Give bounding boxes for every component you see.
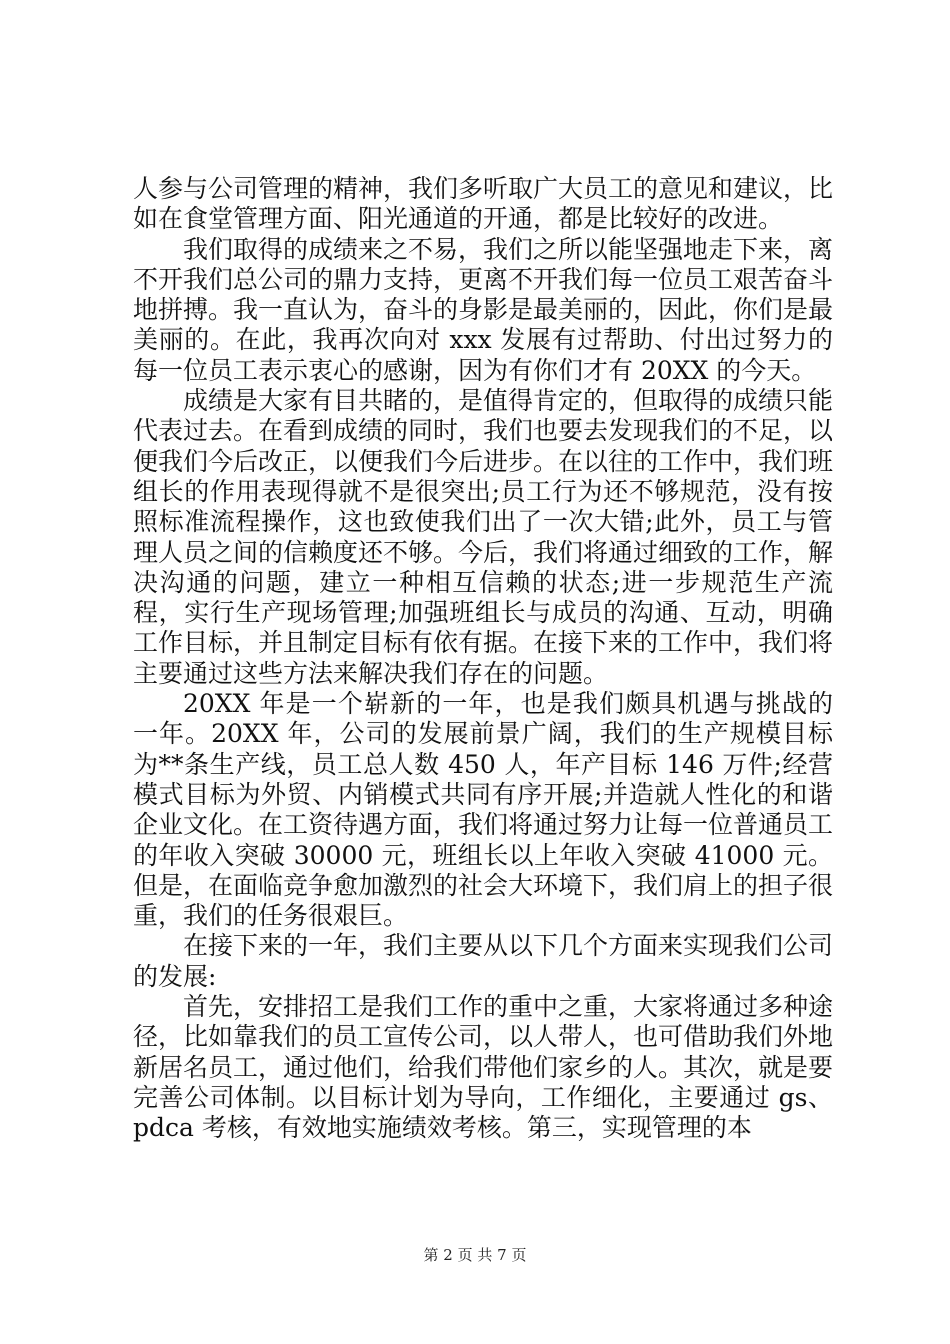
paragraph-5: 在接下来的一年，我们主要从以下几个方面来实现我们公司的发展: [133, 931, 834, 991]
page-number-footer: 第 2 页 共 7 页 [423, 1246, 527, 1264]
paragraph-6: 首先，安排招工是我们工作的重中之重，大家将通过多种途径，比如靠我们的员工宣传公司，以人带人，也可借助我们外地新居名员工，通过他们，给我们带他们家乡的人。其次，就是要完善公司体制。以目标计划为导向，工作细化，主要通过 gs、pdca 考核，有效地实施绩效考核。第三，实现管理的本 [133, 992, 834, 1143]
paragraph-1: 人参与公司管理的精神，我们多听取广大员工的意见和建议，比如在食堂管理方面、阳光通道的开通，都是比较好的改进。 [133, 174, 834, 234]
document-body [133, 174, 833, 1144]
paragraph-3: 成绩是大家有目共睹的，是值得肯定的，但取得的成绩只能代表过去。在看到成绩的同时，我们也要去发现我们的不足，以便我们今后改正，以便我们今后进步。在以往的工作中，我们班组长的作用表现得就不是很突出;员工行为还不够规范，没有按照标准流程操作，这也致使我们出了一次大错;此外，员工与管理人员之间的信赖度还不够。今后，我们将通过细致的工作，解决沟通的问题，建立一种相互信赖的状态;进一步规范生产流程，实行生产现场管理;加强班组长与成员的沟通、互动，明确工作目标，并且制定目标有依有据。在接下来的工作中，我们将主要通过这些方法来解决我们存在的问题。 [133, 386, 834, 688]
paragraph-2: 我们取得的成绩来之不易，我们之所以能坚强地走下来，离不开我们总公司的鼎力支持，更离不开我们每一位员工艰苦奋斗地拼搏。我一直认为，奋斗的身影是最美丽的，因此，你们是最美丽的。在此，我再次向对 xxx 发展有过帮助、付出过努力的每一位员工表示衷心的感谢，因为有你们才有 20XX 的今天。 [133, 234, 834, 385]
paragraph-4: 20XX 年是一个崭新的一年，也是我们颇具机遇与挑战的一年。20XX 年，公司的发展前景广阔，我们的生产规模目标为**条生产线，员工总人数 450 人，年产目标 146 万件;经营模式目标为外贸、内销模式共同有序开展;并造就人性化的和谐企业文化。在工资待遇方面，我们将通过努力让每一位普通员工的年收入突破 30000 元，班组长以上年收入突破 41000 元。但是，在面临竞争愈加激烈的社会大环境下，我们肩上的担子很重，我们的任务很艰巨。 [133, 689, 834, 931]
